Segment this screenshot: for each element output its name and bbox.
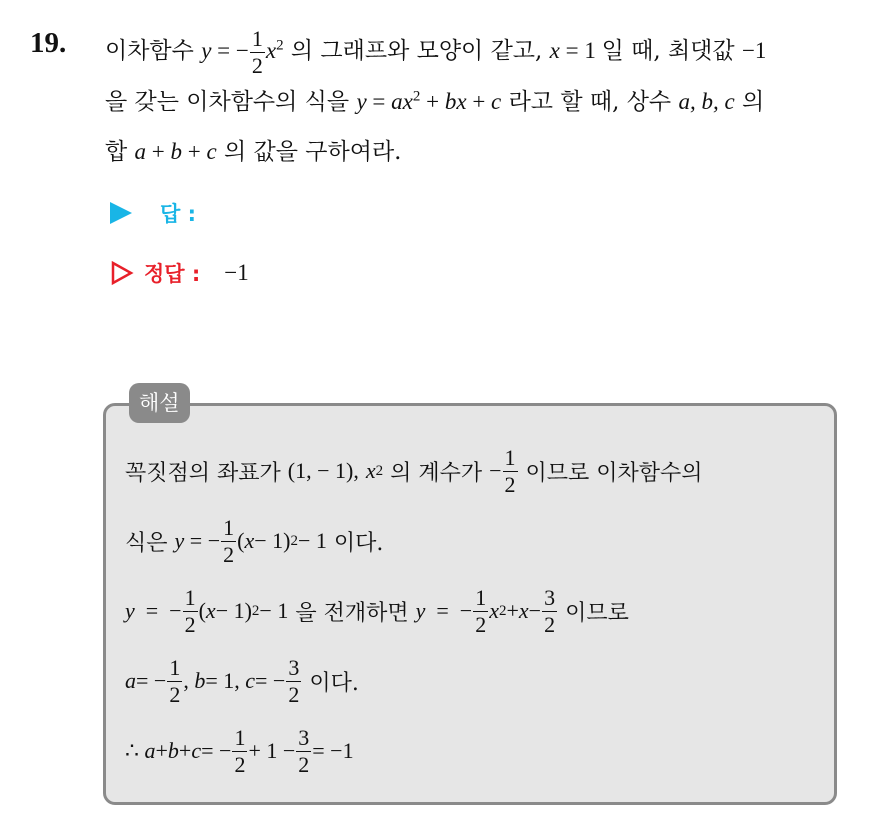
explanation-line: ∴ a + b + c = − $\frac{1}{2}$ + 1 − $\frac{3}{2}$ = −1 [125, 724, 354, 777]
play-triangle-icon [110, 202, 132, 224]
explanation-line: 꼭짓점의 좌표가 (1, − 1), x 2 의 계수가 − $\frac{1}{2}$ 이므로 이차함수의 [125, 444, 703, 497]
explanation-line: y = − $\frac{1}{2}$ ( x − 1) 2 − 1 을 전개하면 y = − $\frac{1}{2}$ x 2 + x − $\frac{3}{2}$ 이므로 [125, 584, 629, 637]
answer-row [110, 196, 220, 230]
explanation-body [125, 436, 825, 786]
explanation-line: 식은 y = − $\frac{1}{2}$ ( x − 1) 2 − 1 이다. [125, 514, 384, 567]
correct-answer-label: 정답 : [144, 262, 201, 286]
fraction-one-half: $\frac{1}{2}$ [251, 25, 263, 78]
correct-answer-value: −1 [224, 260, 249, 285]
answer-label: 답 : [160, 202, 196, 226]
explanation-tab: 해설 [129, 383, 190, 423]
problem-statement: 이차함수 y = − $\frac{1}{2}$ $x^2$ 의 그래프와 모양이 같고, x = 1 일 때, 최댓값 −1 을 갖는 이차함수의 식을 $y = ax^2$ + bx + c 라고 할 때, 상수 a, b, c 의 합 a + b + c 의 값을 구하여라. [105, 25, 767, 165]
correct-answer-row [110, 256, 249, 290]
problem-number: 19. [30, 27, 67, 59]
outline-triangle-icon [110, 260, 134, 286]
explanation-line: a = − $\frac{1}{2}$ , b = 1, c = − $\frac{3}{2}$ 이다. [125, 654, 359, 707]
